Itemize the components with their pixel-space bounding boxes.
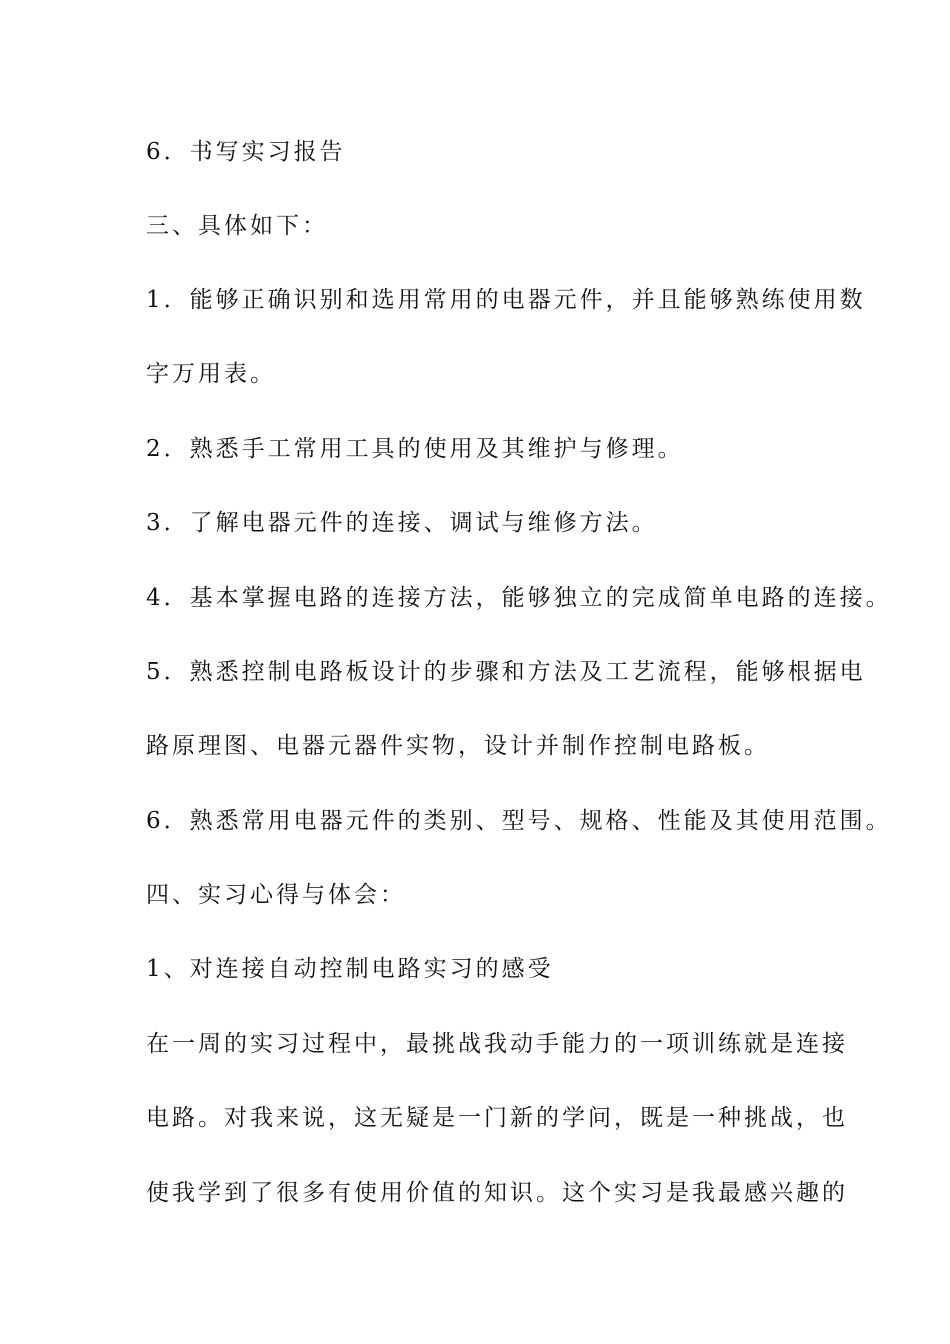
text-line: 2．熟悉手工常用工具的使用及其维护与修理。 xyxy=(146,436,684,462)
text-line: 路原理图、电器元器件实物，设计并制作控制电路板。 xyxy=(146,733,770,759)
text-line: 在一周的实习过程中，最挑战我动手能力的一项训练就是连接 xyxy=(146,1031,848,1057)
subsection-heading: 1、对连接自动控制电路实习的感受 xyxy=(146,956,554,982)
section-heading: 三、具体如下： xyxy=(146,213,328,239)
section-heading: 四、实习心得与体会： xyxy=(146,882,406,908)
text-line: 5．熟悉控制电路板设计的步骤和方法及工艺流程，能够根据电 xyxy=(146,659,866,685)
text-line: 1．能够正确识别和选用常用的电器元件，并且能够熟练使用数 xyxy=(146,287,866,313)
text-line: 4．基本掌握电路的连接方法，能够独立的完成简单电路的连接。 xyxy=(146,585,892,611)
text-line: 字万用表。 xyxy=(146,361,276,387)
text-line: 电路。对我来说，这无疑是一门新的学问，既是一种挑战，也 xyxy=(146,1105,848,1131)
text-line: 3．了解电器元件的连接、调试与维修方法。 xyxy=(146,510,658,536)
text-line: 6．书写实习报告 xyxy=(146,139,346,165)
text-line: 6．熟悉常用电器元件的类别、型号、规格、性能及其使用范围。 xyxy=(146,808,892,834)
text-line: 使我学到了很多有使用价值的知识。这个实习是我最感兴趣的 xyxy=(146,1180,848,1206)
